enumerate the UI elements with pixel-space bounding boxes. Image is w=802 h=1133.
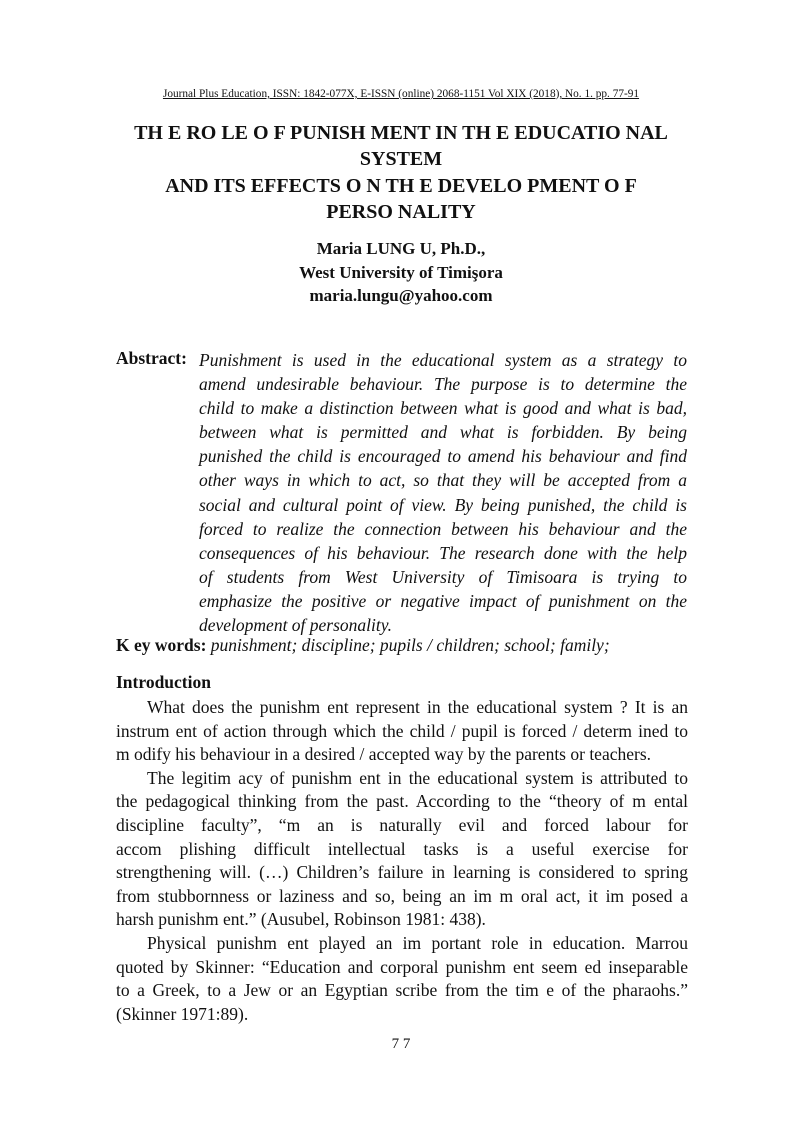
paragraph-line: (Skinner 1971:89).	[116, 1003, 249, 1024]
author-email: maria.lungu@yahoo.com	[309, 286, 493, 305]
paragraph-line: m odify his behaviour in a desired / accepted way by the parents or teachers.	[116, 744, 652, 765]
abstract-line: consequences of his behaviour. The research done with the help	[199, 542, 687, 563]
abstract-line: other ways in which to act, so that they will be accepted from a	[199, 470, 687, 491]
paragraph-line: discipline faculty”, “m an is naturally evil and forced labour for	[116, 814, 688, 835]
abstract-line: development of personality.	[199, 615, 392, 636]
paragraph-line: instrum ent of action through which the child / pupil is forced / determ ined to	[116, 720, 688, 741]
keywords-values: punishment; discipline; pupils / children; school; family;	[210, 635, 610, 655]
paragraph-line: Physical punishm ent played an im portant role in education. Marrou	[147, 932, 688, 953]
keywords: K ey words: punishment; discipline; pupils / children; school; family;	[116, 635, 610, 655]
abstract-label: Abstract:	[116, 348, 187, 368]
abstract-line: punished the child is encouraged to amend his behaviour and find	[199, 446, 687, 467]
paragraph-line: The legitim acy of punishm ent in the educational system is attributed to	[147, 767, 688, 788]
abstract-line: amend undesirable behaviour. The purpose is to determine the	[199, 374, 687, 395]
introduction-body	[116, 696, 688, 1026]
title-line: TH E RO LE O F PUNISH MENT IN TH E EDUCATIO NAL	[134, 122, 668, 144]
author-name: Maria LUNG U, Ph.D.,	[316, 239, 486, 258]
paper-title	[0, 120, 802, 225]
paragraph-line: What does the punishm ent represent in the educational system ? It is an	[147, 697, 688, 717]
title-line: PERSO NALITY	[326, 200, 476, 223]
paragraph-line: to a Greek, to a Jew or an Egyptian scribe from the tim e of the pharaohs.”	[116, 980, 688, 1001]
abstract-line: forced to realize the connection between his behaviour and the	[199, 518, 687, 539]
section-heading-introduction: Introduction	[116, 672, 211, 692]
author-block	[0, 237, 802, 308]
abstract-line: Punishment is used in the educational system as a strategy to	[199, 350, 687, 370]
paragraph-line: accom plishing difficult intellectual tasks is a useful exercise for	[116, 838, 688, 859]
abstract-line: emphasize the positive or negative impact of punishment on the	[199, 590, 687, 611]
paragraph-line: harsh punishm ent.” (Ausubel, Robinson 1981: 438).	[116, 909, 486, 930]
abstract-line: child to make a distinction between what is good and what is bad,	[199, 398, 687, 419]
title-line: SYSTEM	[359, 148, 443, 171]
abstract-line: between what is permitted and what is forbidden. By being	[199, 422, 687, 443]
paragraph-line: strengthening will. (…) Children’s failure in learning is considered to spring	[116, 862, 688, 883]
paragraph-line: from stubbornness or laziness and so, being an im m oral act, it im posed a	[116, 885, 688, 906]
paragraph-line: the pedagogical thinking from the past. According to the “theory of m ental	[116, 791, 688, 812]
abstract-text	[199, 348, 687, 637]
author-affiliation: West University of Timişora	[299, 262, 503, 282]
page-number: 7 7	[391, 1036, 411, 1052]
keywords-label: K ey words	[116, 635, 201, 655]
title-line: AND ITS EFFECTS O N TH E DEVELO PMENT O F	[165, 174, 637, 197]
abstract-line: of students from West University of Timisoara is trying to	[199, 566, 687, 587]
journal-header: Journal Plus Education, ISSN: 1842-077X, E-ISSN (online) 2068-1151 Vol XIX (2018), No. 1. pp. 77-91	[162, 88, 640, 100]
abstract-line: social and cultural point of view. By being punished, the child is	[199, 494, 687, 515]
paragraph-line: quoted by Skinner: “Education and corporal punishm ent seem ed inseparable	[116, 956, 688, 977]
